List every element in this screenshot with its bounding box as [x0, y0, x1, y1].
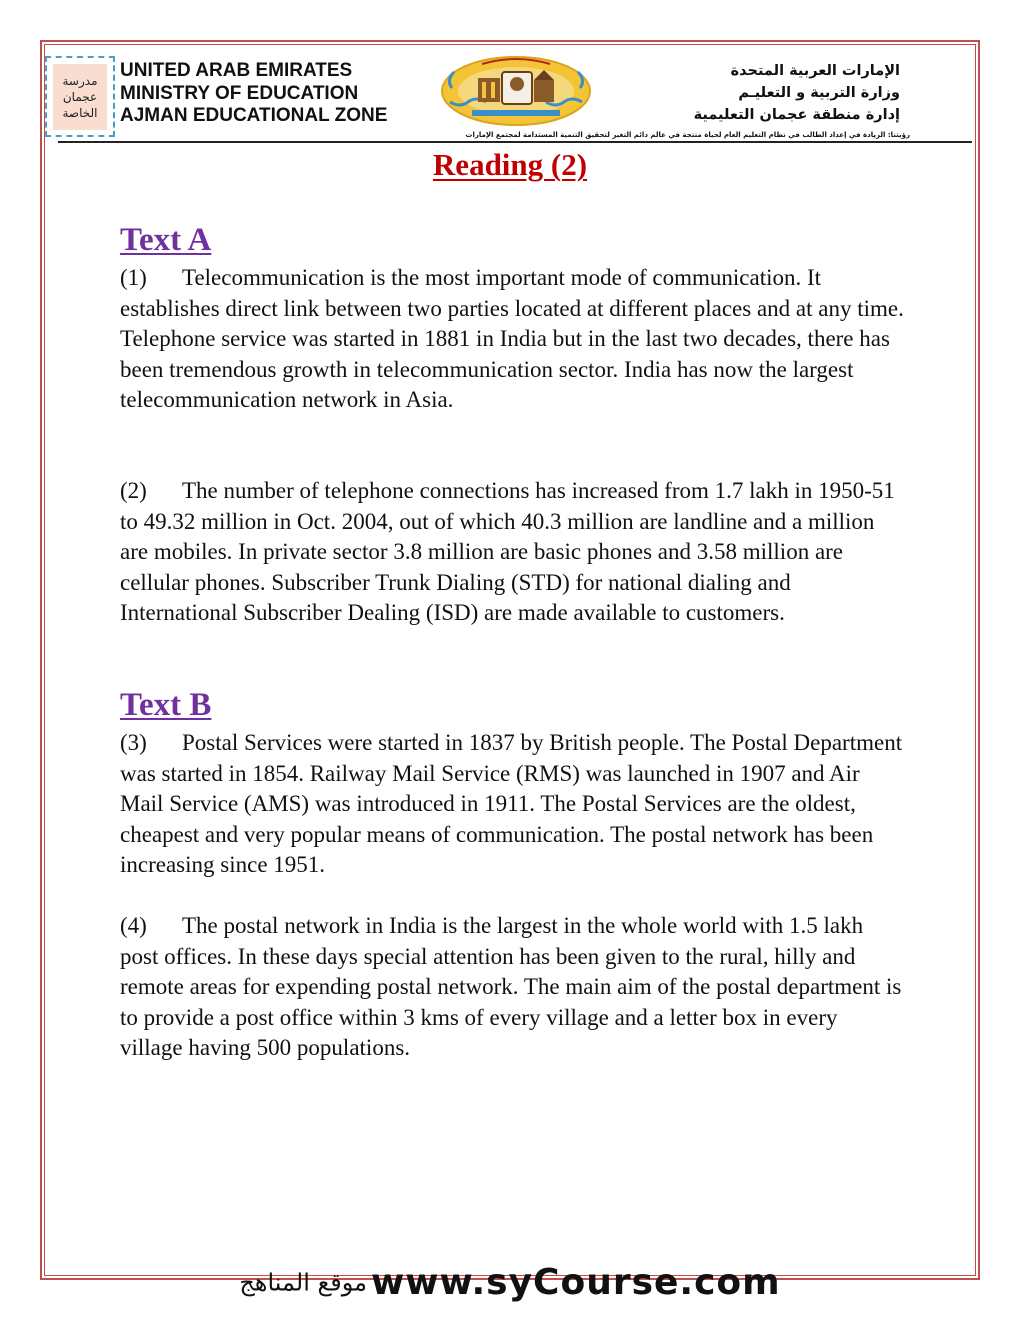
paragraph-2 [120, 476, 905, 629]
paragraph-1 [120, 263, 905, 416]
header-english [120, 60, 387, 128]
footer-site-url[interactable]: www.syCourse.com [371, 1262, 781, 1303]
section-title-text-b: Text B [120, 687, 212, 723]
paragraph-number: (3) [120, 730, 147, 755]
header-ar-line-3: إدارة منطقة عجمان التعليمية [693, 107, 900, 123]
header-ar-line-2: وزارة التربية و التعليـم [738, 85, 900, 101]
vision-motto: رؤيتنا: الريادة في إعداد الطالب في نظام التعليم العام لحياة منتجة في عالم دائم التغير لتحقيق التنمية المستدامة لمجتمع الإمارات [465, 131, 910, 139]
header-en-line-2: MINISTRY OF EDUCATION [120, 82, 359, 104]
paragraph-number: (4) [120, 913, 147, 938]
page-title [0, 147, 1020, 183]
paragraph-number: (1) [120, 265, 147, 290]
school-name-line-1: مدرسة [62, 73, 98, 88]
school-name-line-3: الخاصة [62, 105, 98, 120]
footer-site-name: موقع المناهج [239, 1268, 367, 1297]
header-en-line-1: UNITED ARAB EMIRATES [120, 60, 353, 81]
paragraph-4 [120, 911, 905, 1064]
header-ar-line-1: الإمارات العربية المتحدة [730, 63, 900, 79]
paragraph-number: (2) [120, 478, 147, 503]
header-divider [58, 141, 972, 143]
page-title-text: Reading (2) [432, 147, 588, 182]
paragraph-text: The number of telephone connections has increased from 1.7 lakh in 1950-51 to 49.32 million in Oct. 2004, out of which 40.3 million are landline and a million are mobiles. In private sector 3.8 million are basic phones and 3.58 million are cellular phones. Subscriber Trunk Dialing (STD) for national dialing and International Subscriber Dealing (ISD) are made available to customers. [120, 478, 895, 625]
header-arabic [694, 60, 900, 126]
section-title-text-a: Text A [120, 222, 212, 258]
header-en-line-3: AJMAN EDUCATIONAL ZONE [120, 105, 388, 126]
school-name-box [45, 56, 115, 137]
school-name-line-2: عجمان [62, 89, 98, 104]
paragraph-text: The postal network in India is the largest in the whole world with 1.5 lakh post offices. In these days special attention has been given to the rural, hilly and remote areas for expending postal network. The main aim of the postal department is to provide a post office within 3 kms of every village and a letter box in every village having 500 populations. [120, 913, 902, 1060]
paragraph-3 [120, 728, 905, 881]
paragraph-text: Telecommunication is the most important mode of communication. It establishes direct link between two parties located at different places and at any time. Telephone service was started in 1881 in India but in the last two decades, there has been tremendous growth in telecommunication sector. India has now the largest telecommunication network in Asia. [120, 265, 904, 412]
footer-watermark [0, 1262, 1020, 1303]
ajman-zone-logo [438, 54, 594, 128]
paragraph-text: Postal Services were started in 1837 by British people. The Postal Department was started in 1854. Railway Mail Service (RMS) was launched in 1907 and Air Mail Service (AMS) was introduced in 1911. The Postal Services are the oldest, cheapest and very popular means of communication. The postal network has been increasing since 1951. [120, 730, 903, 877]
